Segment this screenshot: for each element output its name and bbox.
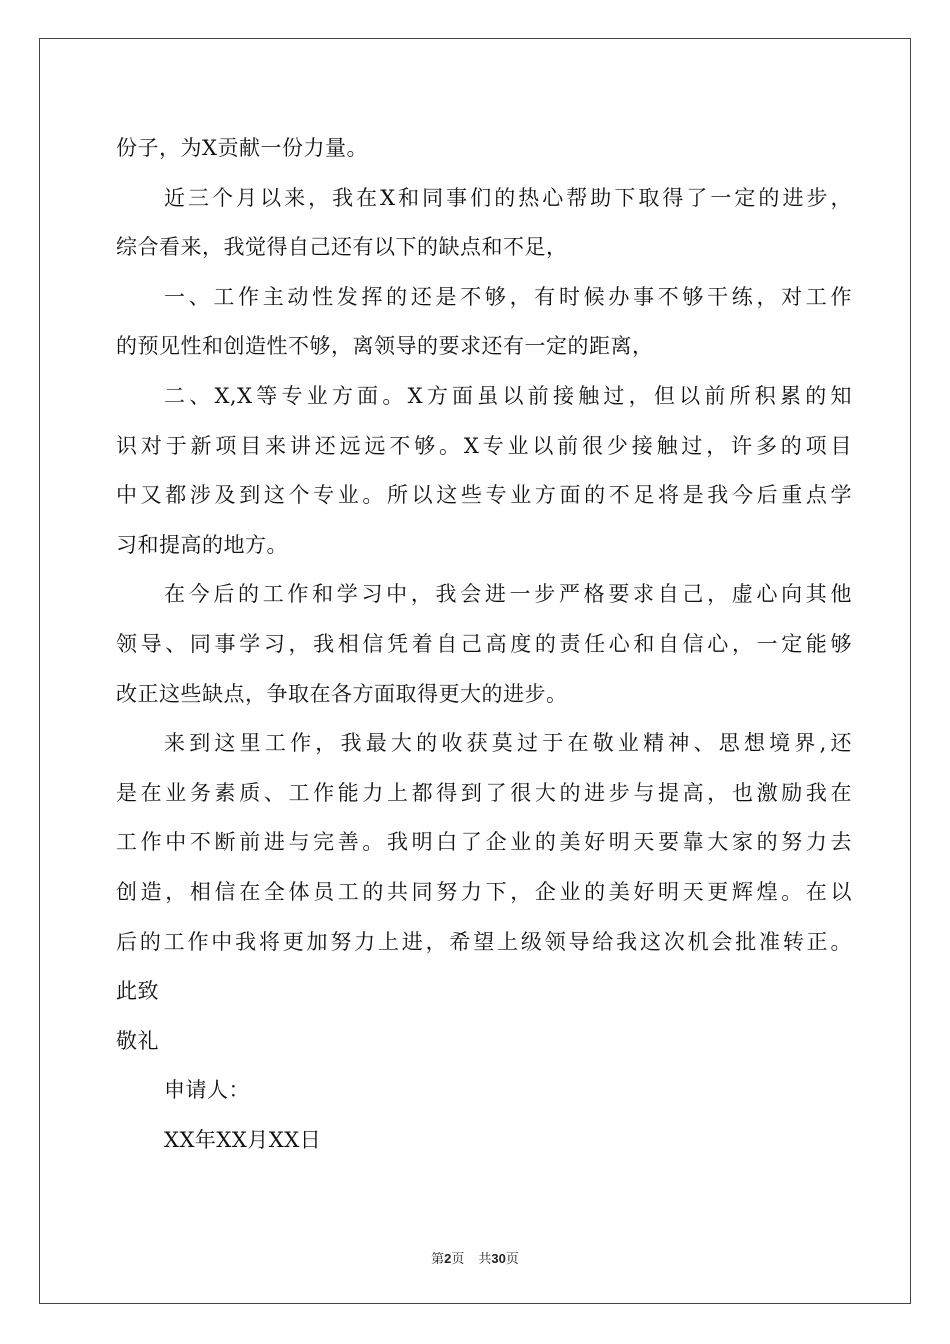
applicant-line: 申请人： bbox=[164, 1078, 250, 1103]
body-line: 综合看来，我觉得自己还有以下的缺点和不足， bbox=[116, 235, 568, 260]
body-line: 近三个月以来，我在X和同事们的热心帮助下取得了一定的进步， bbox=[164, 185, 852, 210]
body-line: 份子，为X贡献一份力量。 bbox=[116, 136, 368, 160]
body-line: 是在业务素质、工作能力上都得到了很大的进步与提高，也激励我在 bbox=[116, 780, 852, 805]
footer-page-number: 2 bbox=[444, 1251, 452, 1266]
body-line: 改正这些缺点，争取在各方面取得更大的进步。 bbox=[116, 681, 568, 706]
body-line: 一、工作主动性发挥的还是不够，有时候办事不够干练，对工作 bbox=[164, 284, 852, 309]
body-line: 的预见性和创造性不够，离领导的要求还有一定的距离， bbox=[116, 334, 654, 359]
body-line: 识对于新项目来讲还远远不够。X专业以前很少接触过，许多的项目 bbox=[116, 433, 852, 458]
body-line: 工作中不断前进与完善。我明白了企业的美好明天要靠大家的努力去 bbox=[116, 830, 852, 855]
body-line: 二、X,X等专业方面。X方面虽以前接触过，但以前所积累的知 bbox=[164, 383, 852, 408]
footer-total-suffix: 页 bbox=[505, 1252, 519, 1267]
footer-prefix: 第 bbox=[431, 1252, 445, 1267]
footer-page-suffix: 页 bbox=[451, 1252, 465, 1267]
date-line: XX年XX月XX日 bbox=[164, 1127, 322, 1152]
closing-line: 此致 bbox=[116, 979, 159, 1004]
letter-body bbox=[116, 124, 852, 1165]
footer-total-prefix: 共 bbox=[478, 1252, 492, 1267]
page-footer bbox=[0, 1248, 950, 1267]
body-line: 后的工作中我将更加努力上进，希望上级领导给我这次机会批准转正。 bbox=[116, 929, 852, 954]
body-line: 领导、同事学习，我相信凭着自己高度的责任心和自信心，一定能够 bbox=[116, 631, 852, 656]
body-line: 创造，相信在全体员工的共同努力下，企业的美好明天更辉煌。在以 bbox=[116, 879, 852, 904]
salutation-line: 敬礼 bbox=[116, 1028, 159, 1053]
body-line: 来到这里工作，我最大的收获莫过于在敬业精神、思想境界,还 bbox=[164, 731, 852, 756]
body-line: 在今后的工作和学习中，我会进一步严格要求自己，虚心向其他 bbox=[164, 582, 852, 607]
body-line: 习和提高的地方。 bbox=[116, 532, 288, 557]
footer-total-pages: 30 bbox=[491, 1251, 506, 1266]
body-line: 中又都涉及到这个专业。所以这些专业方面的不足将是我今后重点学 bbox=[116, 483, 852, 508]
